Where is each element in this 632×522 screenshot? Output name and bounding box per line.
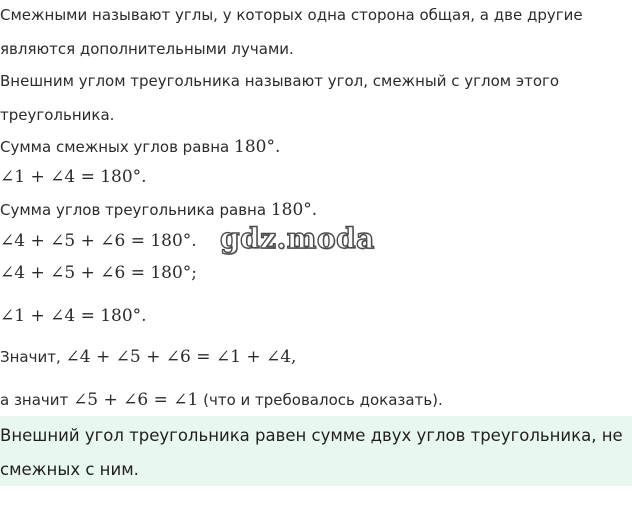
line-12-math: ∠5 + ∠6 = ∠1 <box>73 390 199 410</box>
text-line-4: треугольника. <box>0 106 115 124</box>
line-11-math: ∠4 + ∠5 + ∠6 = ∠1 + ∠4, <box>65 347 297 367</box>
text-line-1: Смежными называют углы, у которых одна сторона общая, а две другие <box>0 6 583 24</box>
watermark-logo: gdz.moda <box>220 222 375 255</box>
line-7-text: Сумма углов треугольника равна <box>0 201 271 219</box>
formula-line-6: ∠1 + ∠4 = 180°. <box>0 167 147 187</box>
text-line-3: Внешним углом треугольника называют угол, смежный с углом этого <box>0 72 560 90</box>
formula-line-8: ∠4 + ∠5 + ∠6 = 180°. <box>0 231 197 251</box>
line-5-math: 180°. <box>234 137 281 157</box>
line-5-text: Сумма смежных углов равна <box>0 138 234 156</box>
formula-line-10: ∠1 + ∠4 = 180°. <box>0 306 147 326</box>
line-7-math: 180°. <box>270 200 318 220</box>
conclusion-line-2: смежных с ним. <box>0 460 139 479</box>
text-line-2: являются дополнительными лучами. <box>0 40 294 58</box>
text-line-11 <box>0 347 296 367</box>
line-11-text: Значит, <box>0 348 66 366</box>
text-line-5 <box>0 137 280 157</box>
text-line-12 <box>0 390 443 410</box>
line-12-text: а значит <box>0 391 74 409</box>
line-12-tail: (что и требовалось доказать). <box>198 391 443 409</box>
formula-line-9: ∠4 + ∠5 + ∠6 = 180°; <box>0 263 198 283</box>
text-line-7 <box>0 200 317 220</box>
conclusion-line-1: Внешний угол треугольника равен сумме двух углов треугольника, не <box>0 426 623 445</box>
